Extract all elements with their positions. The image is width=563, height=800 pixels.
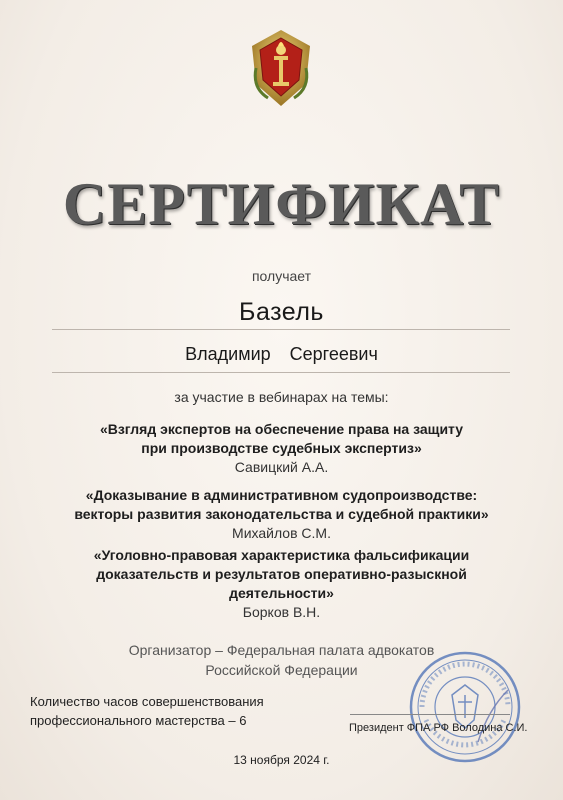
divider [52, 329, 510, 330]
topic-author: Михайлов С.М. [232, 525, 331, 541]
hours-line: профессионального мастерства – 6 [30, 713, 247, 728]
receives-label: получает [251, 268, 312, 284]
divider [52, 372, 510, 373]
hours-info [30, 692, 264, 730]
hours-line: Количество часов совершенствования [30, 694, 264, 709]
topic-block [0, 420, 563, 476]
signature-line [350, 714, 510, 715]
topic-line: при производстве судебных экспертиз» [141, 440, 422, 456]
topic-line: «Уголовно-правовая характеристика фальсификации [93, 547, 470, 563]
topic-line: «Взгляд экспертов на обеспечение права на защиту [99, 421, 464, 437]
official-stamp-icon [408, 650, 522, 764]
topic-line: «Доказывание в административном судопроизводстве: [85, 487, 478, 503]
topic-author: Борков В.Н. [242, 604, 321, 620]
organizer-line: Организатор – Федеральная палата адвокатов [128, 642, 435, 658]
fpa-emblem-icon [248, 28, 314, 108]
topic-line: деятельности» [229, 585, 334, 601]
recipient-given-names: Владимир Сергеевич [185, 344, 378, 364]
recipient-surname: Базель [239, 298, 324, 326]
certificate-title: СЕРТИФИКАТ [62, 171, 501, 237]
participation-label: за участие в вебинарах на темы: [174, 389, 389, 405]
topic-line: векторы развития законодательства и судебной практики» [74, 506, 489, 522]
topic-block [0, 486, 563, 542]
organizer-line: Российской Федерации [205, 662, 358, 678]
issue-date: 13 ноября 2024 г. [233, 753, 330, 767]
president-signature-label: Президент ФПА РФ Володина С.И. [349, 722, 528, 734]
topic-author: Савицкий А.А. [234, 459, 329, 475]
topic-block [0, 546, 563, 621]
topic-line: доказательств и результатов оперативно-разыскной [96, 566, 467, 582]
